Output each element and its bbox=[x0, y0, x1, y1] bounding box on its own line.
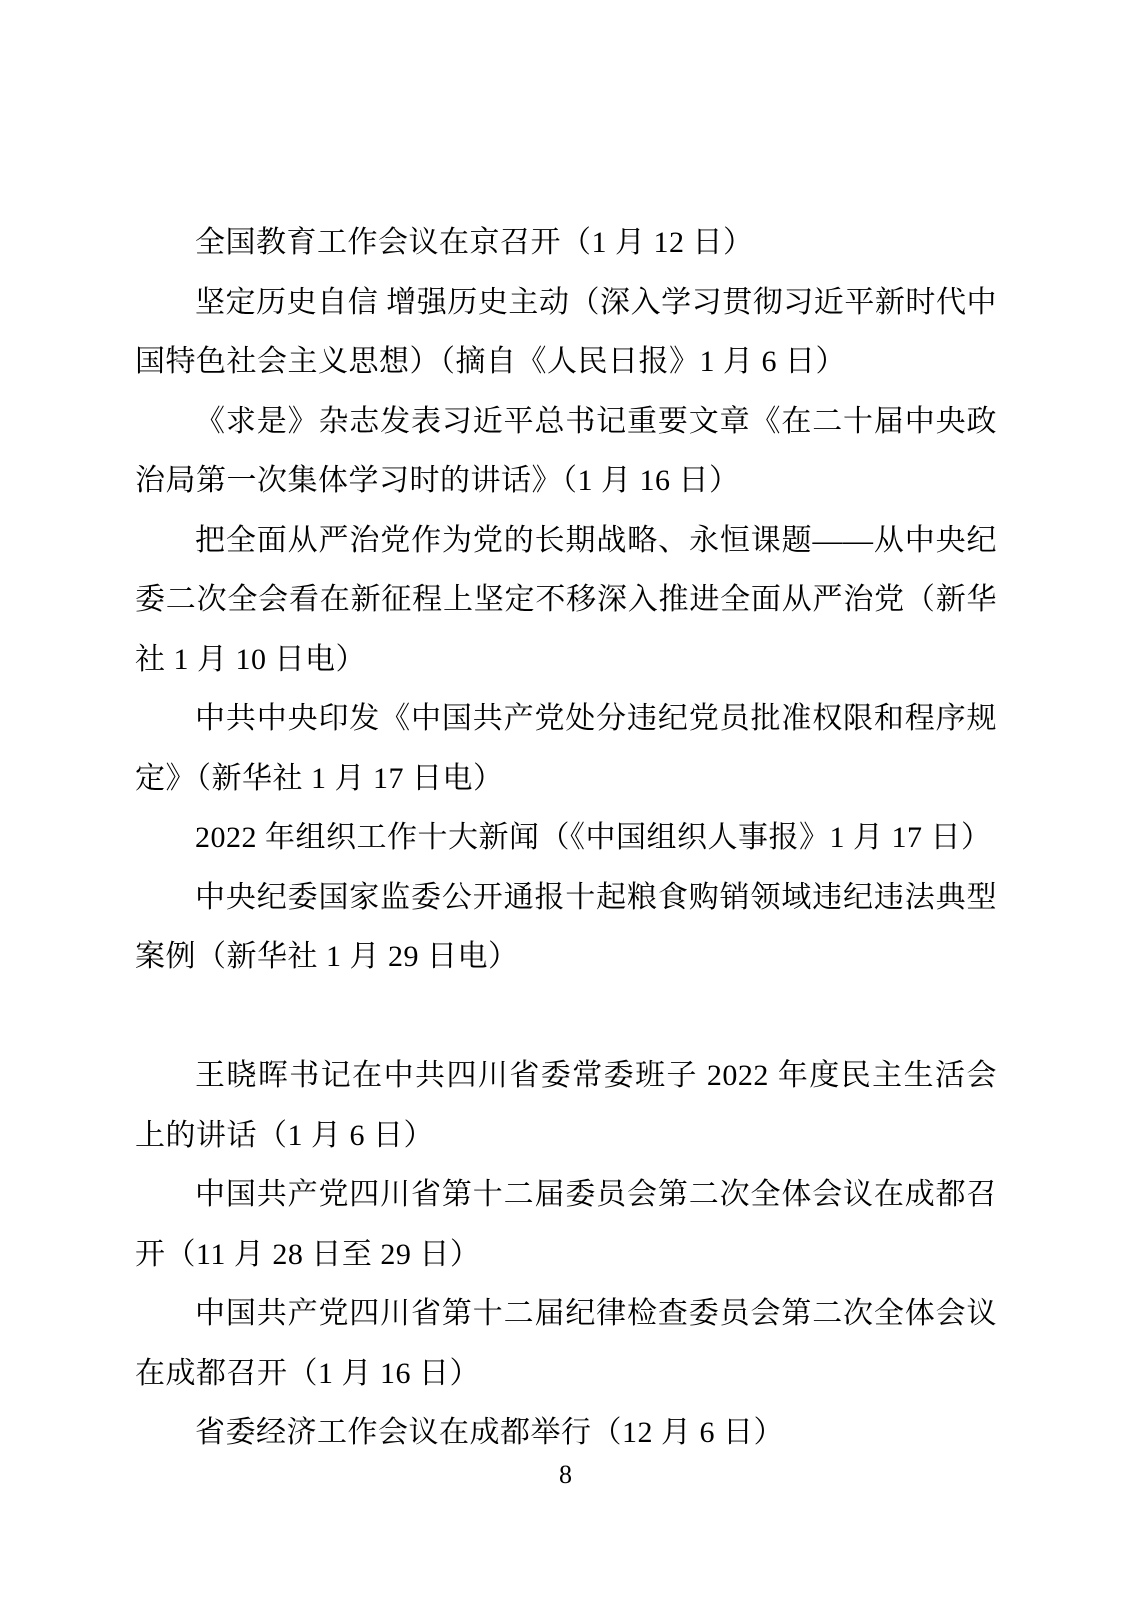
page-number: 8 bbox=[559, 1460, 572, 1489]
paragraph: 王晓晖书记在中共四川省委常委班子 2022 年度民主生活会上的讲话（1 月 6 日） bbox=[135, 1059, 997, 1152]
paragraph: 中央纪委国家监委公开通报十起粮食购销领域违纪违法典型案例（新华社 1 月 29 日电） bbox=[135, 880, 997, 973]
paragraph: 把全面从严治党作为党的长期战略、永恒课题——从中央纪委二次全会看在新征程上坚定不移深入推进全面从严治党（新华社 1 月 10 日电） bbox=[135, 523, 997, 676]
section-sichuan-news bbox=[135, 1046, 997, 1463]
paragraph: 省委经济工作会议在成都举行（12 月 6 日） bbox=[195, 1416, 784, 1449]
paragraph: 中国共产党四川省第十二届委员会第二次全体会议在成都召开（11 月 28 日至 29 日） bbox=[135, 1178, 997, 1271]
paragraph: 全国教育工作会议在京召开（1 月 12 日） bbox=[195, 226, 754, 259]
paragraph: 中共中央印发《中国共产党处分违纪党员批准权限和程序规定》（新华社 1 月 17 日电） bbox=[135, 702, 997, 795]
section-national-news bbox=[135, 213, 997, 987]
paragraph: 坚定历史自信 增强历史主动（深入学习贯彻习近平新时代中国特色社会主义思想）（摘自《人民日报》1 月 6 日） bbox=[135, 285, 997, 378]
paragraph: 中国共产党四川省第十二届纪律检查委员会第二次全体会议在成都召开（1 月 16 日） bbox=[135, 1297, 997, 1390]
document-body bbox=[135, 213, 997, 1463]
paragraph: 《求是》杂志发表习近平总书记重要文章《在二十届中央政治局第一次集体学习时的讲话》（1 月 16 日） bbox=[135, 404, 997, 497]
paragraph: 2022 年组织工作十大新闻（《中国组织人事报》1 月 17 日） bbox=[195, 821, 992, 854]
blank-line bbox=[135, 987, 997, 1047]
